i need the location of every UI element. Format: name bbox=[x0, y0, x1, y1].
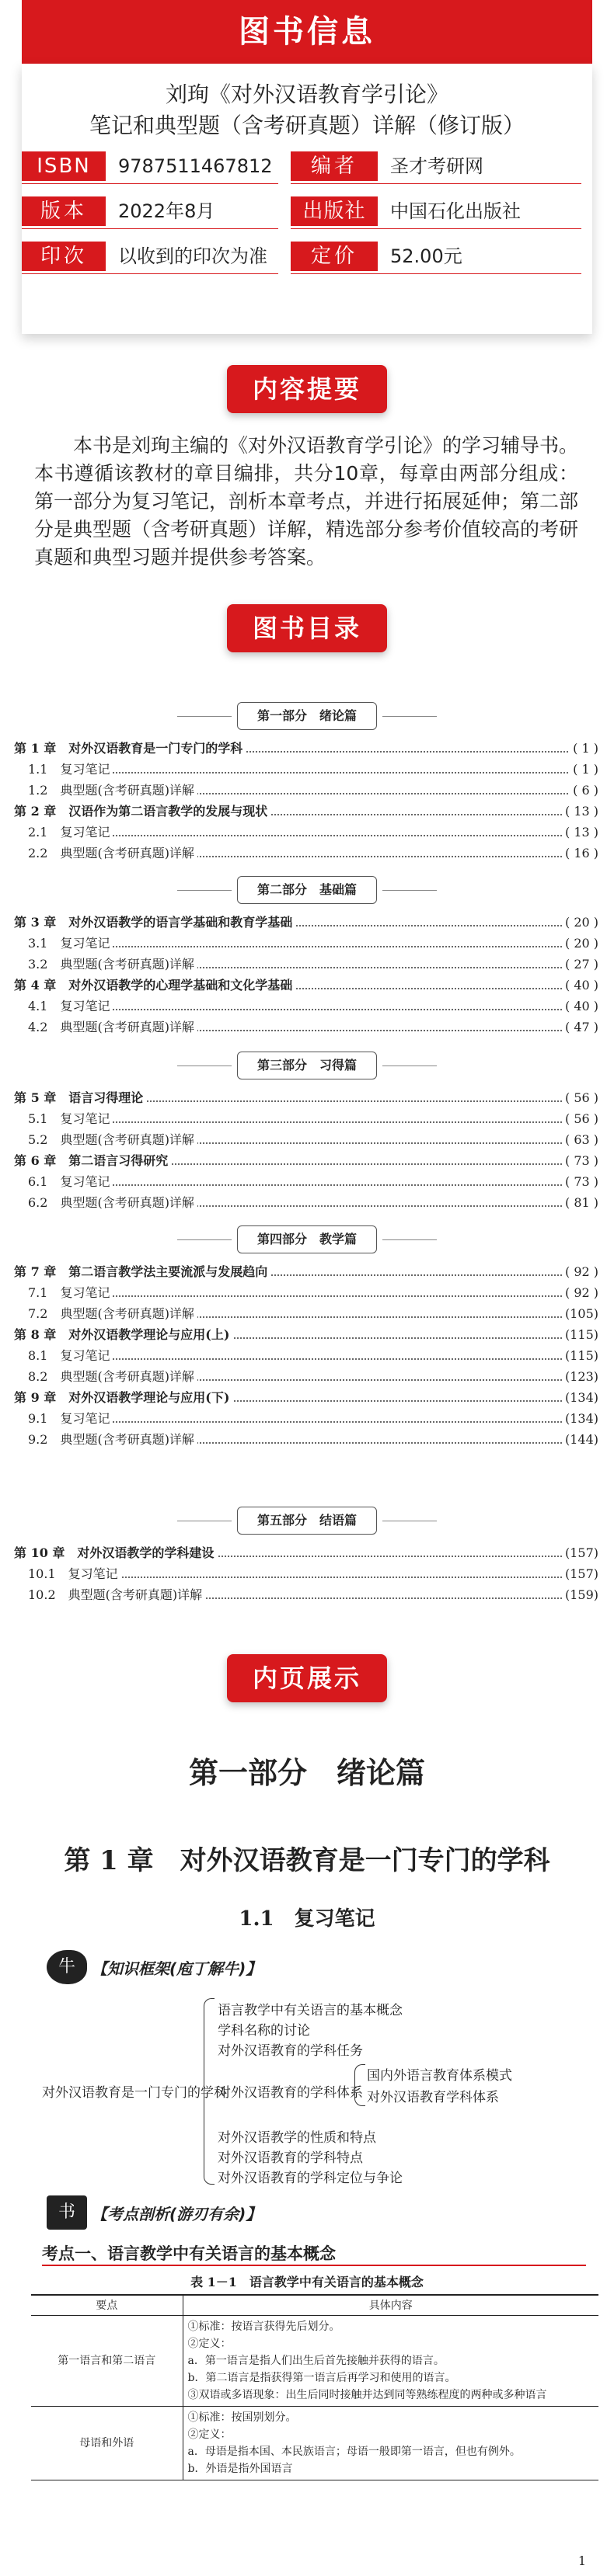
edition-label: 版本 bbox=[22, 196, 106, 226]
table-content-line: ①标准：按语言获得先后划分。 bbox=[187, 2320, 340, 2333]
toc-entry-label: 9.2 典型题(含考研真题)详解 bbox=[14, 1431, 197, 1449]
toc-entry-label: 第 1 章 对外汉语教育是一门专门的学科 bbox=[14, 739, 246, 758]
framework-sub-item: 国内外语言教育体系模式 bbox=[367, 2068, 512, 2084]
toc-entry-page: ( 40 ) bbox=[562, 997, 598, 1016]
toc-section-entry bbox=[14, 1018, 598, 1037]
toc-part-3: 第三部分 习得篇 bbox=[237, 1052, 377, 1079]
toc-entry-label: 4.2 典型题(含考研真题)详解 bbox=[14, 1018, 197, 1037]
toc-part-4: 第四部分 教学篇 bbox=[237, 1225, 377, 1253]
page-number: 1 bbox=[577, 2553, 586, 2568]
toc-entry-label: 6.2 典型题(含考研真题)详解 bbox=[14, 1194, 197, 1212]
toc-entry-page: ( 92 ) bbox=[562, 1263, 598, 1281]
toc-entry-page: ( 56 ) bbox=[562, 1089, 598, 1107]
toc-entry-page: ( 81 ) bbox=[562, 1194, 598, 1212]
toc-entry-label: 2.1 复习笔记 bbox=[14, 823, 113, 842]
toc-section-entry bbox=[14, 1284, 598, 1302]
isbn-label: ISBN bbox=[22, 151, 106, 181]
table-header-content: 具体内容 bbox=[183, 2295, 598, 2315]
toc-entry-label: 6.1 复习笔记 bbox=[14, 1173, 113, 1191]
toc-entry-label: 8.2 典型题(含考研真题)详解 bbox=[14, 1368, 197, 1386]
framework-sub-brace bbox=[354, 2064, 365, 2106]
edition-row bbox=[22, 196, 278, 229]
toc-entry-page: ( 1 ) bbox=[570, 739, 598, 758]
toc-entry-label: 第 5 章 语言习得理论 bbox=[14, 1089, 146, 1107]
table-content-line: ②定义： bbox=[187, 2337, 232, 2350]
table-content-line: b．外语是指外国语言 bbox=[187, 2462, 293, 2475]
toc-chapter-entry bbox=[14, 1089, 598, 1107]
framework-brace bbox=[204, 1998, 215, 2185]
framework-item: 对外汉语教学的性质和特点 bbox=[218, 2130, 376, 2146]
toc-entry-label: 第 3 章 对外汉语教学的语言学基础和教育学基础 bbox=[14, 913, 295, 932]
toc-section-entry bbox=[14, 1586, 598, 1604]
toc-entry-page: (115) bbox=[562, 1347, 598, 1365]
toc-entry-page: ( 20 ) bbox=[562, 934, 598, 953]
table-caption: 表 1－1 语言教学中有关语言的基本概念 bbox=[190, 2275, 424, 2289]
toc-entry-page: (157) bbox=[562, 1565, 598, 1583]
toc-entry-page: (144) bbox=[562, 1431, 598, 1449]
toc-entry-label: 3.2 典型题(含考研真题)详解 bbox=[14, 955, 197, 974]
toc-section-entry bbox=[14, 1565, 598, 1583]
framework-label: 【知识框架(庖丁解牛)】 bbox=[92, 1959, 262, 1978]
framework-item: 对外汉语教育的学科任务 bbox=[218, 2043, 363, 2059]
toc-chapter-entry bbox=[14, 913, 598, 932]
toc-entry-page: ( 73 ) bbox=[562, 1173, 598, 1191]
table-key-cell: 第一语言和第二语言 bbox=[31, 2315, 183, 2406]
analysis-header bbox=[47, 2193, 261, 2232]
analysis-label: 【考点剖析(游刃有余)】 bbox=[92, 2204, 262, 2223]
toc-entry-page: (105) bbox=[562, 1305, 598, 1323]
toc-chapter-entry bbox=[14, 1389, 598, 1407]
toc-entry-page: ( 73 ) bbox=[562, 1152, 598, 1170]
book-icon: 书 bbox=[47, 2195, 87, 2230]
framework-root: 对外汉语教育是一门专门的学科 bbox=[42, 2085, 227, 2101]
toc-chapter-entry bbox=[14, 976, 598, 995]
toc-entry-label: 7.1 复习笔记 bbox=[14, 1284, 113, 1302]
toc-entry-page: ( 1 ) bbox=[570, 760, 598, 779]
framework-item: 对外汉语教育的学科体系 bbox=[218, 2085, 363, 2101]
printing-row bbox=[22, 242, 278, 274]
toc-section-entry bbox=[14, 781, 598, 800]
toc-entry-label: 8.1 复习笔记 bbox=[14, 1347, 113, 1365]
toc-entry-label: 1.1 复习笔记 bbox=[14, 760, 113, 779]
toc-entry-label: 1.2 典型题(含考研真题)详解 bbox=[14, 781, 197, 800]
table-content-cell bbox=[183, 2315, 598, 2406]
toc-entry-label: 7.2 典型题(含考研真题)详解 bbox=[14, 1305, 197, 1323]
price-label: 定价 bbox=[291, 242, 378, 271]
toc-entry-page: ( 6 ) bbox=[570, 781, 598, 800]
table-content-line: ③双语或多语现象：出生后同时接触并达到同等熟练程度的两种或多种语言 bbox=[187, 2388, 547, 2401]
book-info-card bbox=[22, 64, 592, 334]
toc-entry-page: ( 47 ) bbox=[562, 1018, 598, 1037]
price-row bbox=[291, 242, 581, 274]
toc-chapter-entry bbox=[14, 1152, 598, 1170]
toc-part-5: 第五部分 结语篇 bbox=[237, 1507, 377, 1535]
publisher-value: 中国石化出版社 bbox=[390, 200, 521, 222]
table-content-line: ②定义： bbox=[187, 2428, 232, 2441]
toc-heading: 图书目录 bbox=[227, 604, 387, 652]
printing-value: 以收到的印次为准 bbox=[118, 245, 267, 267]
toc-entry-page: ( 63 ) bbox=[562, 1131, 598, 1149]
toc-entry-page: (134) bbox=[562, 1410, 598, 1428]
toc-part-1: 第一部分 绪论篇 bbox=[237, 702, 377, 730]
toc-section-entry bbox=[14, 1305, 598, 1323]
publisher-row bbox=[291, 196, 581, 229]
sample-heading: 内页展示 bbox=[227, 1654, 387, 1702]
sample-chapter-title: 第 1 章 对外汉语教育是一门专门的学科 bbox=[64, 1845, 550, 1876]
table-content-line: a．母语是指本国、本民族语言；母语一般即第一语言，但也有例外。 bbox=[187, 2445, 521, 2458]
table-content-line: ①标准：按国别划分。 bbox=[187, 2411, 297, 2424]
sample-section-title: 1.1 复习笔记 bbox=[239, 1907, 375, 1931]
printing-label: 印次 bbox=[22, 242, 106, 271]
toc-section-entry bbox=[14, 1431, 598, 1449]
toc-entry-page: ( 27 ) bbox=[562, 955, 598, 974]
toc-entry-label: 10.2 典型题(含考研真题)详解 bbox=[14, 1586, 205, 1604]
toc-section-entry bbox=[14, 1194, 598, 1212]
toc-entry-label: 4.1 复习笔记 bbox=[14, 997, 113, 1016]
toc-section-entry bbox=[14, 934, 598, 953]
concept-table bbox=[31, 2294, 598, 2480]
summary-heading: 内容提要 bbox=[227, 365, 387, 413]
toc-part-2: 第二部分 基础篇 bbox=[237, 876, 377, 904]
table-content-line: a．第一语言是指人们出生后首先接触并获得的语言。 bbox=[187, 2354, 445, 2367]
toc-entry-label: 5.2 典型题(含考研真题)详解 bbox=[14, 1131, 197, 1149]
toc-section-entry bbox=[14, 1347, 598, 1365]
toc-entry-page: (157) bbox=[562, 1544, 598, 1563]
book-title-line2: 笔记和典型题（含考研真题）详解（修订版） bbox=[89, 113, 525, 138]
toc-section-entry bbox=[14, 1410, 598, 1428]
point-title: 考点一、语言教学中有关语言的基本概念 bbox=[42, 2244, 336, 2263]
toc-chapter-entry bbox=[14, 802, 598, 821]
toc-section-entry bbox=[14, 760, 598, 779]
isbn-row bbox=[22, 151, 278, 184]
edition-value: 2022年8月 bbox=[118, 200, 215, 222]
toc-section-entry bbox=[14, 955, 598, 974]
table-row bbox=[31, 2406, 598, 2480]
toc-section-entry bbox=[14, 1173, 598, 1191]
toc-section-entry bbox=[14, 1368, 598, 1386]
table-header-key: 要点 bbox=[31, 2295, 183, 2315]
framework-item: 学科名称的讨论 bbox=[218, 2023, 310, 2039]
toc-section-entry bbox=[14, 1110, 598, 1128]
toc-entry-label: 第 8 章 对外汉语教学理论与应用(上) bbox=[14, 1326, 232, 1344]
publisher-label: 出版社 bbox=[291, 196, 378, 226]
toc-entry-label: 2.2 典型题(含考研真题)详解 bbox=[14, 844, 197, 863]
book-title-line1: 刘珣《对外汉语教育学引论》 bbox=[165, 82, 448, 107]
toc-chapter-entry bbox=[14, 1326, 598, 1344]
toc-entry-label: 9.1 复习笔记 bbox=[14, 1410, 113, 1428]
toc-section-entry bbox=[14, 997, 598, 1016]
toc-entry-page: ( 20 ) bbox=[562, 913, 598, 932]
toc-entry-label: 5.1 复习笔记 bbox=[14, 1110, 113, 1128]
framework-item: 语言教学中有关语言的基本概念 bbox=[218, 2003, 403, 2018]
table-row bbox=[31, 2315, 598, 2406]
toc-entry-label: 第 9 章 对外汉语教学理论与应用(下) bbox=[14, 1389, 232, 1407]
framework-header bbox=[47, 1948, 261, 1987]
framework-item: 对外汉语教育的学科特点 bbox=[218, 2150, 363, 2166]
toc-entry-page: ( 56 ) bbox=[562, 1110, 598, 1128]
toc-entry-page: ( 40 ) bbox=[562, 976, 598, 995]
toc-section-entry bbox=[14, 1131, 598, 1149]
toc-entry-label: 第 6 章 第二语言习得研究 bbox=[14, 1152, 171, 1170]
toc-entry-page: (159) bbox=[562, 1586, 598, 1604]
toc-entry-page: ( 92 ) bbox=[562, 1284, 598, 1302]
toc-entry-page: ( 13 ) bbox=[562, 802, 598, 821]
toc-entry-page: ( 16 ) bbox=[562, 844, 598, 863]
editor-row bbox=[291, 151, 581, 184]
toc-entry-label: 第 4 章 对外汉语教学的心理学基础和文化学基础 bbox=[14, 976, 295, 995]
toc-entry-page: (123) bbox=[562, 1368, 598, 1386]
toc-entry-label: 10.1 复习笔记 bbox=[14, 1565, 121, 1583]
toc-entry-label: 第 7 章 第二语言教学法主要流派与发展趋向 bbox=[14, 1263, 270, 1281]
editor-value: 圣才考研网 bbox=[390, 155, 483, 177]
book-info-heading: 图书信息 bbox=[22, 0, 592, 64]
toc-section-entry bbox=[14, 844, 598, 863]
isbn-value: 9787511467812 bbox=[118, 155, 273, 177]
toc-entry-label: 3.1 复习笔记 bbox=[14, 934, 113, 953]
editor-label: 编者 bbox=[291, 151, 378, 181]
table-content-cell bbox=[183, 2406, 598, 2480]
sample-part-title: 第一部分 绪论篇 bbox=[188, 1756, 425, 1790]
toc-entry-label: 第 2 章 汉语作为第二语言教学的发展与现状 bbox=[14, 802, 270, 821]
table-key-cell: 母语和外语 bbox=[31, 2406, 183, 2480]
toc-entry-page: (115) bbox=[562, 1326, 598, 1344]
framework-sub-item: 对外汉语教育学科体系 bbox=[367, 2090, 499, 2105]
point-underline bbox=[42, 2265, 586, 2266]
toc-chapter-entry bbox=[14, 739, 598, 758]
toc-section-entry bbox=[14, 823, 598, 842]
price-value: 52.00元 bbox=[390, 245, 462, 267]
toc-entry-page: ( 13 ) bbox=[562, 823, 598, 842]
summary-text: 本书是刘珣主编的《对外汉语教育学引论》的学习辅导书。本书遵循该教材的章目编排，共分10章，每章由两部分组成：第一部分为复习笔记，剖析本章考点，并进行拓展延伸；第二部分是典型题（含考研真题）详解，精选部分参考价值较高的考研真题和典型习题并提供参考答案。 bbox=[34, 434, 579, 568]
toc-chapter-entry bbox=[14, 1544, 598, 1563]
framework-item: 对外汉语教育的学科定位与争论 bbox=[218, 2171, 403, 2186]
ox-icon: 牛 bbox=[47, 1950, 87, 1984]
table-content-line: b．第二语言是指获得第一语言后再学习和使用的语言。 bbox=[187, 2371, 456, 2384]
toc-entry-label: 第 10 章 对外汉语教学的学科建设 bbox=[14, 1544, 217, 1563]
toc-chapter-entry bbox=[14, 1263, 598, 1281]
toc-entry-page: (134) bbox=[562, 1389, 598, 1407]
